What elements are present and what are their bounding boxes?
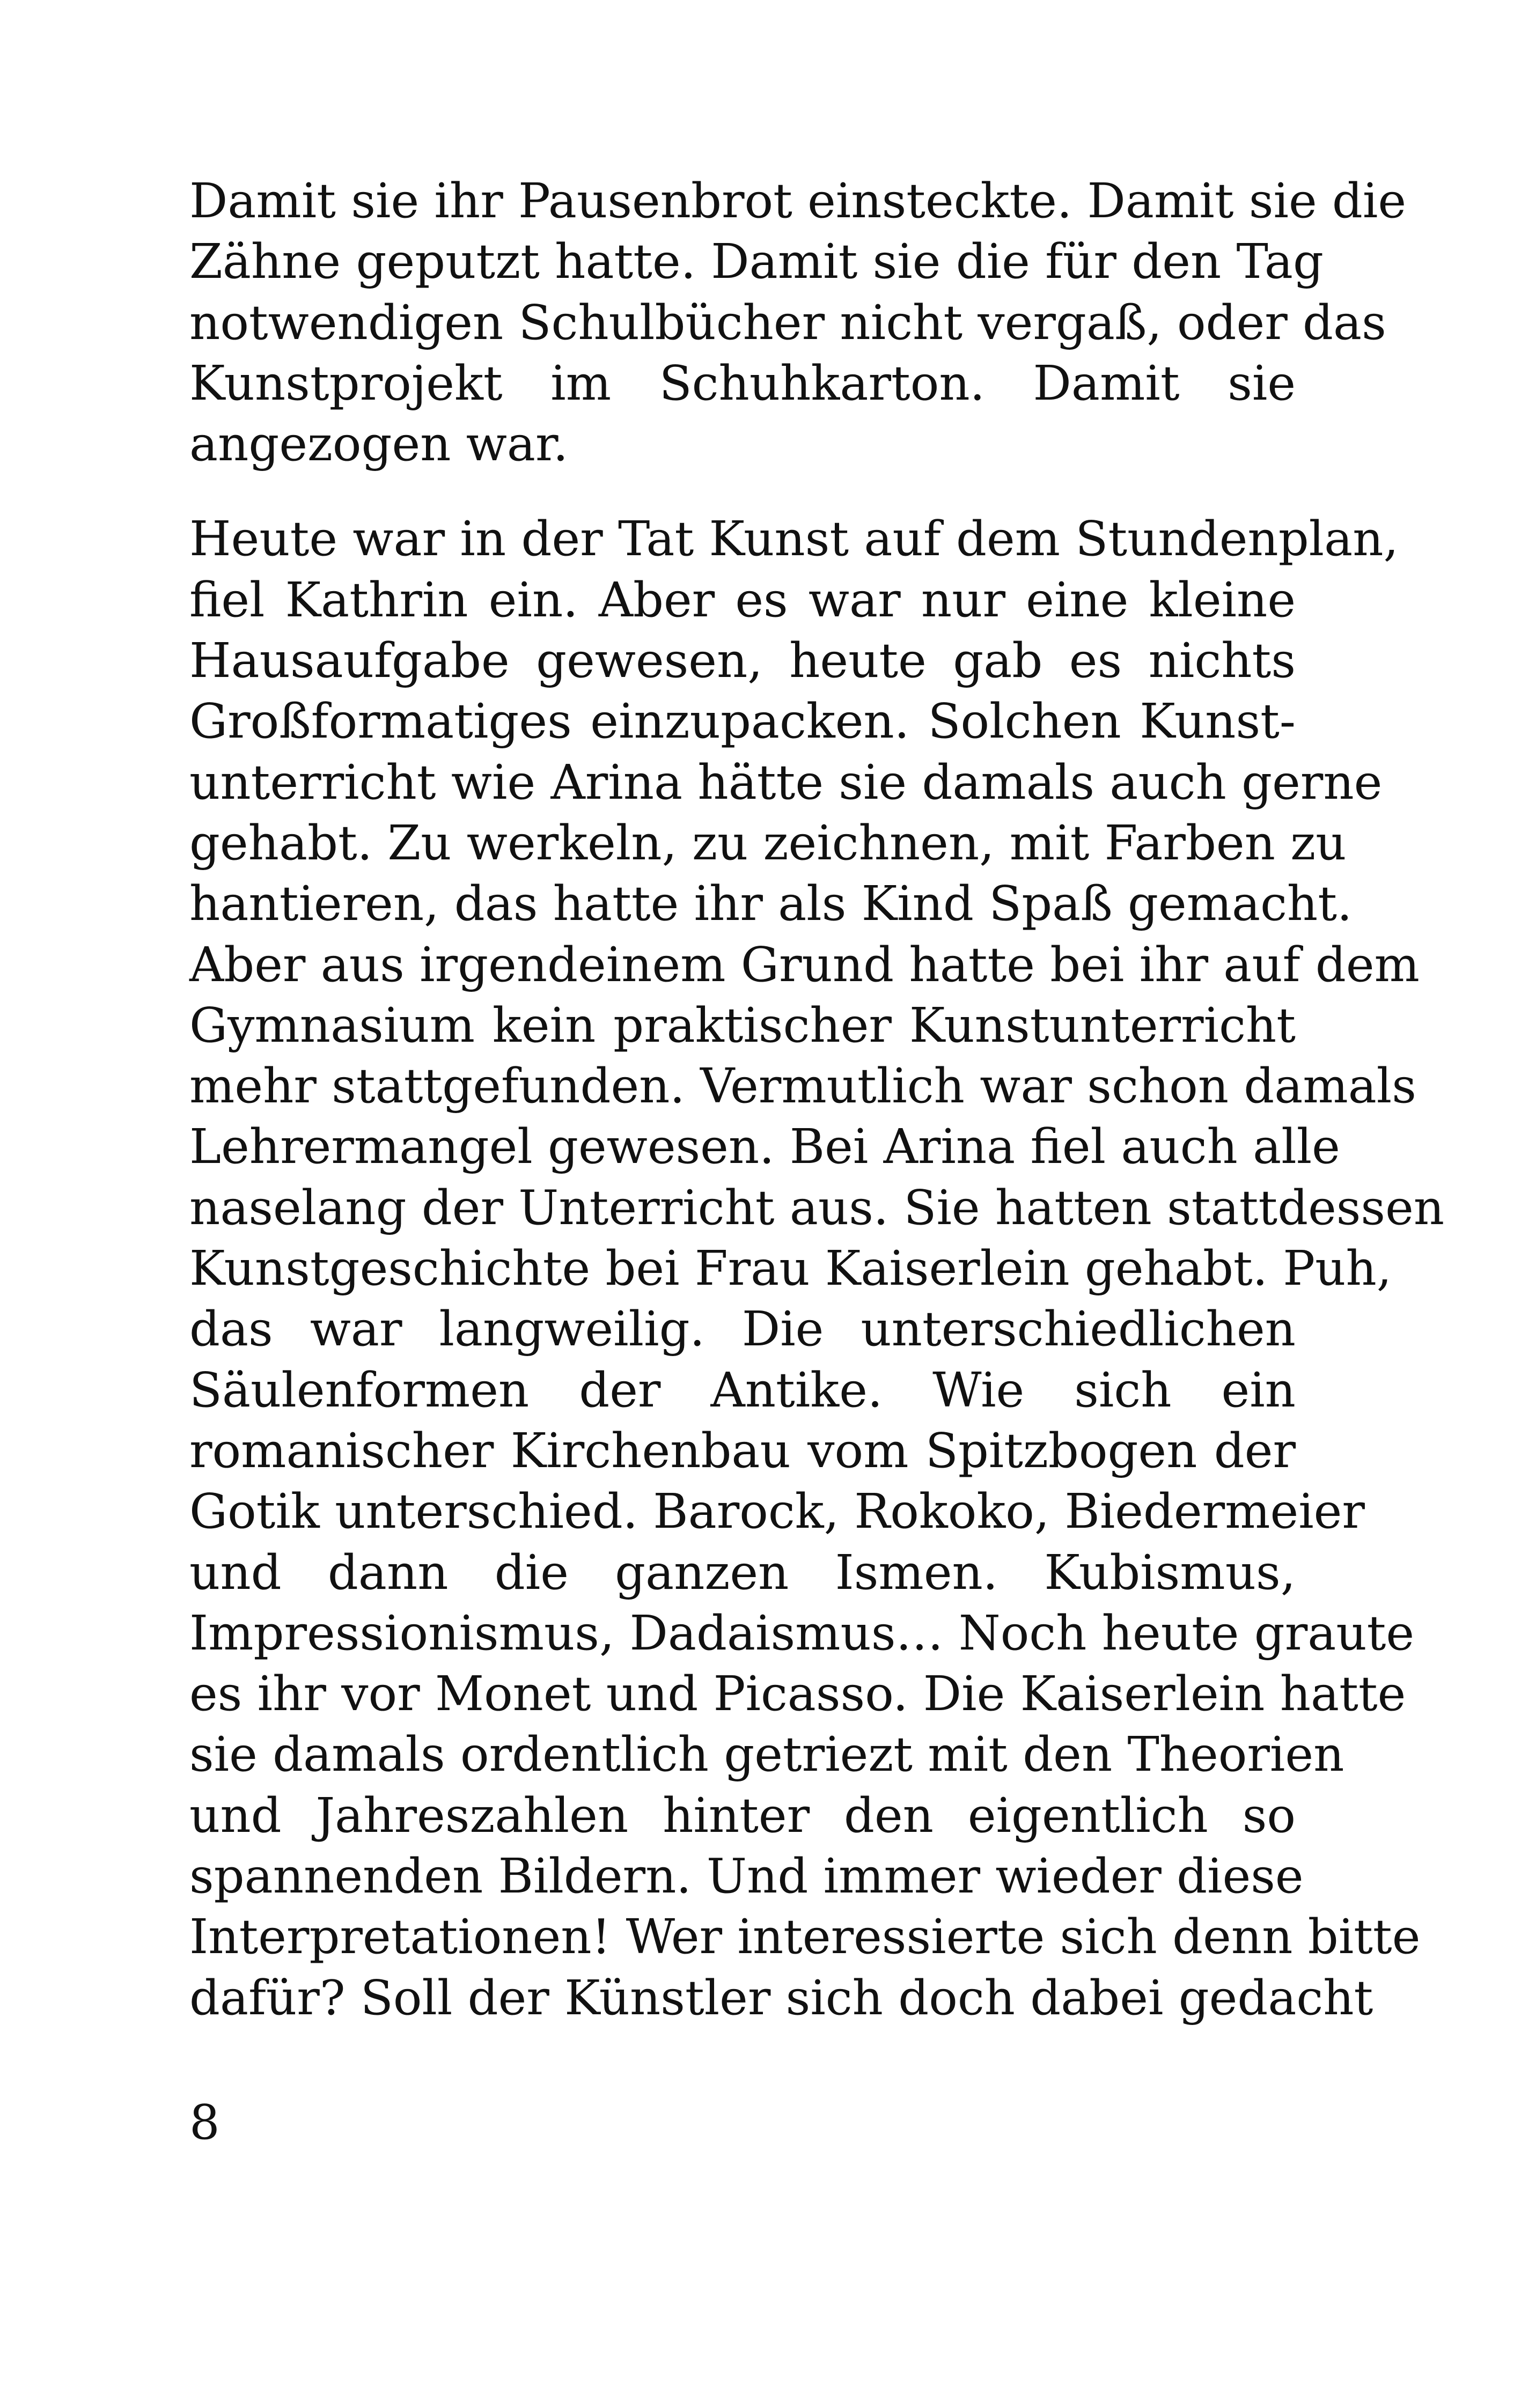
text-line: und Jahreszahlen hinter den eigentlich so (189, 1787, 1296, 1843)
text-line: und dann die ganzen Ismen. Kubismus, (189, 1544, 1296, 1600)
page-number: 8 (189, 2094, 220, 2150)
text-line: Hausaufgabe gewesen, heute gab es nichts (189, 632, 1296, 689)
text-line: Kunstgeschichte bei Frau Kaiserlein gehabt. Puh, (189, 1240, 1392, 1297)
text-line: mehr stattgefunden. Vermutlich war schon damals (189, 1058, 1416, 1114)
text-line: notwendigen Schulbücher nicht vergaß, oder das (189, 294, 1386, 350)
text-line: es ihr vor Monet und Picasso. Die Kaiserlein hatte (189, 1666, 1406, 1722)
text-line: spannenden Bildern. Und immer wieder diese (189, 1848, 1304, 1904)
text-line: Kunstprojekt im Schuhkarton. Damit sie (189, 355, 1296, 411)
text-line: Heute war in der Tat Kunst auf dem Stundenplan, (189, 511, 1399, 567)
text-line: Lehrermangel gewesen. Bei Arina fiel auch alle (189, 1118, 1340, 1175)
text-line: Säulenformen der Antike. Wie sich ein (189, 1361, 1296, 1418)
paragraph-2 (189, 509, 1445, 2028)
text-line: dafür? Soll der Künstler sich doch dabei gedacht (189, 1969, 1373, 2026)
text-line: Aber aus irgendeinem Grund hatte bei ihr auf dem (189, 936, 1420, 992)
text-line: Gotik unterschied. Barock, Rokoko, Biedermeier (189, 1483, 1365, 1540)
text-line: gehabt. Zu werkeln, zu zeichnen, mit Farben zu (189, 814, 1347, 871)
text-line: das war langweilig. Die unterschiedlichen (189, 1301, 1296, 1357)
text-line: fiel Kathrin ein. Aber es war nur eine kleine (189, 571, 1296, 628)
text-line: Gymnasium kein praktischer Kunstunterricht (189, 997, 1296, 1053)
body-text (189, 171, 1445, 2028)
text-line: unterricht wie Arina hätte sie damals auch gerne (189, 754, 1383, 810)
text-line: Damit sie ihr Pausenbrot einsteckte. Damit sie die (189, 173, 1407, 229)
text-line: Impressionismus, Dadaismus… Noch heute graute (189, 1604, 1415, 1661)
text-line: Zähne geputzt hatte. Damit sie die für den Tag (189, 233, 1324, 290)
paragraph-1 (189, 171, 1407, 474)
text-line: naselang der Unterricht aus. Sie hatten stattdessen (189, 1179, 1445, 1235)
text-line: romanischer Kirchenbau vom Spitzbogen der (189, 1422, 1296, 1478)
text-line: sie damals ordentlich getriezt mit den Theorien (189, 1726, 1344, 1783)
text-line: hantieren, das hatte ihr als Kind Spaß gemacht. (189, 875, 1353, 932)
text-line: Interpretationen! Wer interessierte sich denn bitte (189, 1909, 1421, 1965)
text-line: Großformatiges einzupacken. Solchen Kunst- (189, 693, 1296, 749)
text-line: angezogen war. (189, 416, 569, 472)
